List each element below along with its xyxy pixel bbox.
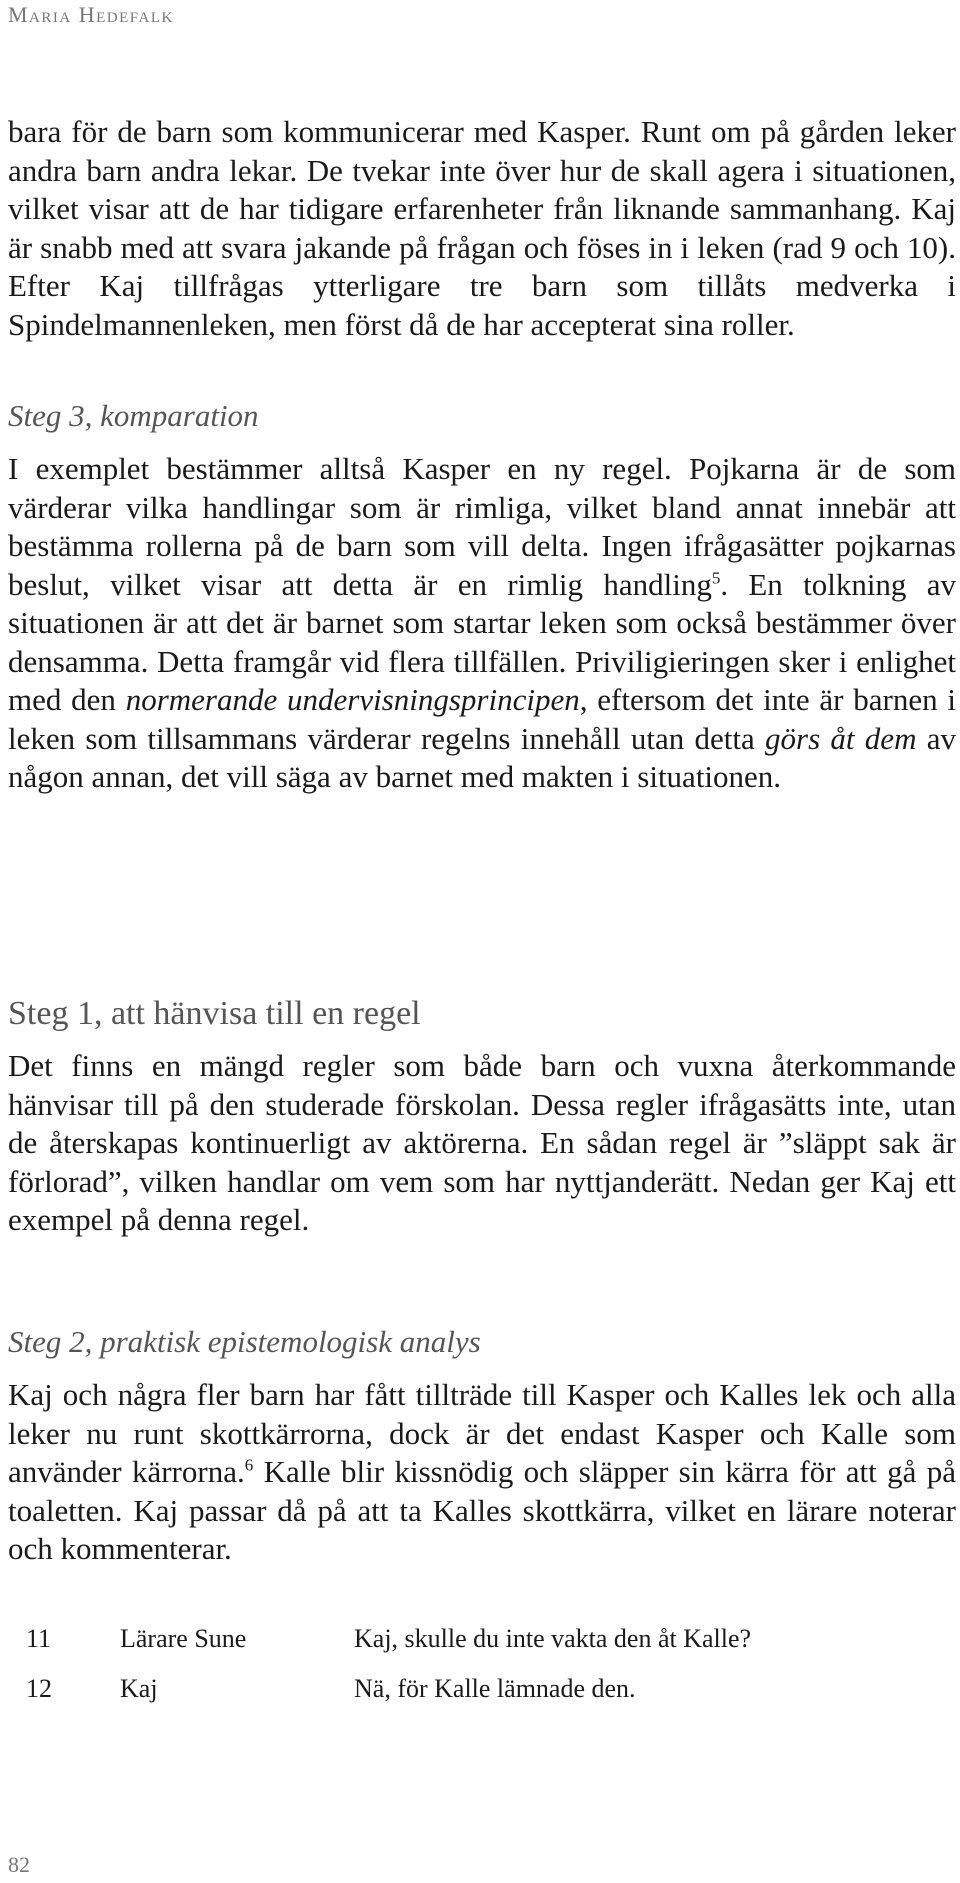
transcript-speaker: Lärare Sune [120,1624,247,1653]
emphasis-text: görs åt dem [765,720,917,756]
intro-paragraph: bara för de barn som kommunicerar med Kasper. Runt om på gården leker andra barn andra lekar. De tvekar inte över hur de skall agera i situationen, vilket visar att de har tidigare erfarenheter från liknande sammanhang. Kaj är snabb med att svara jakande på frågan och föses in i leken (rad 9 och 10). Efter Kaj tillfrågas ytterligare tre barn som tillåts medverka i Spindelmannenleken, men först då de har accepterat sina roller. [8,114,956,342]
transcript-utterance: Kaj, skulle du inte vakta den åt Kalle? [354,1624,752,1653]
section-steg-1 [8,995,956,1240]
transcript-utterance: Nä, för Kalle lämnade den. [354,1674,636,1703]
section-paragraph-steg-3 [8,450,956,797]
intro-paragraph-block [8,113,956,344]
transcript-line-number: 11 [26,1624,52,1653]
text-run: Kalle blir kissnödig och släpper sin kärra för att gå på toaletten. Kaj passar då på att ta Kalles skottkärra, vilket en lärare noterar och kommenterar. [8,1454,956,1566]
footnote-marker: 5 [711,568,721,588]
section-heading-steg-3: Steg 3, komparation [8,398,259,433]
section-heading-steg-1: Steg 1, att hänvisa till en regel [8,995,421,1032]
text-run: I exemplet bestämmer alltså Kasper en ny regel. Pojkarna är de som värderar vilka handlingar som är rimliga, vilket bland annat innebär att bestämma rollerna på de barn som vill delta. Ingen ifrågasätter pojkarnas beslut, vilket visar att detta är en rimlig handling [8,451,956,602]
emphasis-text: normerande undervisningsprincipen [125,682,580,717]
section-paragraph-steg-2 [8,1376,956,1569]
footnote-marker: 6 [244,1455,254,1475]
text-run: av någon annan, det vill säga av barnet med makten i situationen. [8,720,956,794]
text-run: . En tolkning av situationen är att det är barnet som startar leken som också bestämmer över densamma. Detta framgår vid flera tillfällen. Priviligieringen sker i enlighet med den [8,566,956,717]
transcript-speaker: Kaj [120,1674,158,1703]
text-run: Kaj och några fler barn har fått tillträde till Kasper och Kalles lek och alla leker nu runt skottkärrorna, dock är det endast Kasper och Kalle som använder kärrorna. [8,1377,956,1489]
section-steg-3 [8,398,956,797]
running-header: Maria Hedefalk [8,2,174,27]
page-number: 82 [8,1852,30,1877]
section-heading-steg-2: Steg 2, praktisk epistemologisk analys [8,1324,481,1359]
section-paragraph-steg-1: Det finns en mängd regler som både barn och vuxna återkommande hänvisar till på den studerade förskolan. Dessa regler ifrågasätts inte, utan de återskapas kontinuerligt av aktörerna. En sådan regel är ”släppt sak är förlorad”, vilken handlar om vem som har nyttjanderätt. Nedan ger Kaj ett exempel på denna regel. [8,1048,956,1237]
transcript-line-number: 12 [26,1674,52,1703]
text-run: , eftersom det inte är barnen i leken som tillsammans värderar regelns innehåll utan detta [8,682,956,756]
section-steg-2 [8,1324,956,1569]
